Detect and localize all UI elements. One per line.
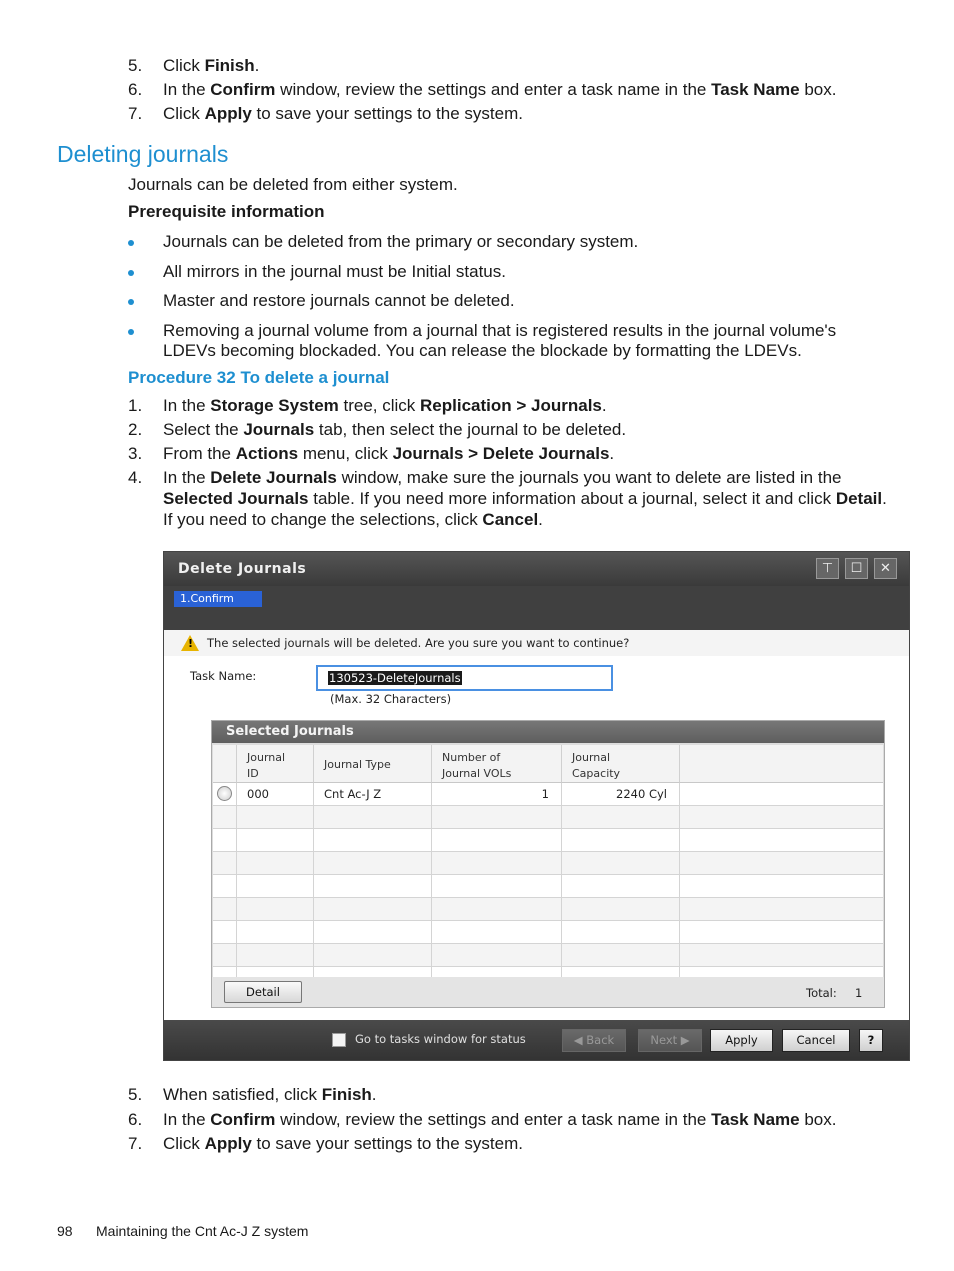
- table-cell-empty: [314, 875, 432, 898]
- table-cell-empty: [562, 806, 680, 829]
- table-cell-empty: [562, 921, 680, 944]
- step-text: When satisfied, click: [163, 1085, 322, 1104]
- table-cell-empty: [562, 944, 680, 967]
- table-cell-empty: [237, 852, 314, 875]
- cell-journal-vols: 1: [432, 783, 562, 806]
- bullet-text: All mirrors in the journal must be Initial status.: [163, 262, 506, 281]
- help-button[interactable]: ?: [859, 1029, 883, 1052]
- table-cell-empty: [432, 852, 562, 875]
- table-cell-empty: [680, 806, 883, 829]
- step-text: tree, click: [338, 396, 421, 415]
- step-text: window, review the settings and enter a task name in the: [275, 80, 712, 99]
- column-header-journal-id[interactable]: Journal ID: [237, 745, 314, 783]
- task-name-value[interactable]: 130523-DeleteJournals: [329, 671, 461, 685]
- step-number: 3.: [128, 444, 143, 463]
- step-bold: Cancel: [482, 510, 539, 529]
- step-number: 7.: [128, 1134, 143, 1153]
- step-bold: Apply: [204, 104, 252, 123]
- table-cell-empty: [432, 806, 562, 829]
- task-name-input[interactable]: [316, 665, 613, 691]
- table-row-empty: [213, 852, 883, 875]
- step-text: In the: [163, 396, 211, 415]
- step-text: menu, click: [298, 444, 393, 463]
- table-cell-empty: [314, 829, 432, 852]
- page-number: 98: [57, 1223, 73, 1239]
- step-text: window, review the settings and enter a task name in the: [275, 1110, 712, 1129]
- step-text: Click: [163, 104, 205, 123]
- step-bold: Journals: [243, 420, 315, 439]
- table-row-empty: [213, 944, 883, 967]
- step-number: 4.: [128, 468, 143, 487]
- step-bold: Finish: [321, 1085, 372, 1104]
- next-button[interactable]: Next ▶: [638, 1029, 702, 1052]
- cell-journal-capacity: 2240 Cyl: [562, 783, 680, 806]
- total-value: 1: [855, 986, 863, 1000]
- step-bold: Delete Journals: [210, 468, 337, 487]
- step-text: to save your settings to the system.: [251, 104, 523, 123]
- table-cell-empty: [562, 852, 680, 875]
- step-bold: Selected Journals: [163, 489, 309, 508]
- delete-journals-dialog: [163, 551, 910, 1061]
- step-bold: Confirm: [210, 1110, 276, 1129]
- table-cell-empty: [680, 898, 883, 921]
- step-bold: Finish: [204, 56, 255, 75]
- warning-icon: !: [181, 635, 199, 651]
- step-text: Click: [163, 1134, 205, 1153]
- task-name-label: Task Name:: [190, 669, 257, 683]
- step-number: 6.: [128, 1110, 143, 1129]
- bullet-text: LDEVs becoming blockaded. You can release the blockade by formatting the LDEVs.: [163, 341, 802, 360]
- table-cell-empty: [213, 875, 237, 898]
- table-cell-empty: [237, 875, 314, 898]
- cancel-button[interactable]: Cancel: [782, 1029, 850, 1052]
- step-text: In the: [163, 468, 211, 487]
- column-header-journal-capacity[interactable]: Journal Capacity: [562, 745, 680, 783]
- table-cell-empty: [213, 852, 237, 875]
- back-button[interactable]: ◀ Back: [562, 1029, 626, 1052]
- table-cell-empty: [562, 875, 680, 898]
- table-cell-empty: [680, 829, 883, 852]
- step-number: 6.: [128, 80, 143, 99]
- step-text: .: [609, 444, 615, 463]
- step-bold: Journals > Delete Journals: [392, 444, 610, 463]
- table-row[interactable]: [213, 783, 883, 806]
- step-text: Click: [163, 56, 205, 75]
- table-title: Selected Journals: [226, 724, 354, 739]
- column-header-journal-type[interactable]: Journal Type: [314, 745, 432, 783]
- warning-text: The selected journals will be deleted. Are you sure you want to continue?: [207, 636, 630, 650]
- bullet-text: Removing a journal volume from a journal that is registered results in the journal volume's: [163, 321, 837, 340]
- dialog-title: Delete Journals: [178, 561, 307, 577]
- column-header-select: [213, 745, 237, 783]
- table-cell-empty: [213, 898, 237, 921]
- table-cell-empty: [680, 875, 883, 898]
- pin-icon[interactable]: ⊤: [816, 558, 839, 579]
- selected-journals-table: [211, 720, 885, 1008]
- table-cell-empty: [562, 898, 680, 921]
- close-icon[interactable]: ✕: [874, 558, 897, 579]
- table-cell-empty: [432, 898, 562, 921]
- step-text: .: [601, 396, 607, 415]
- table-cell-empty: [314, 898, 432, 921]
- bullet-icon: [128, 299, 134, 305]
- table-cell-empty: [314, 921, 432, 944]
- column-header-journal-vols[interactable]: Number of Journal VOLs: [432, 745, 562, 783]
- step-number: 5.: [128, 1085, 143, 1104]
- table-cell-empty: [213, 944, 237, 967]
- step-text: .: [538, 510, 543, 529]
- table-row-empty: [213, 875, 883, 898]
- table-cell-empty: [237, 806, 314, 829]
- step-number: 7.: [128, 104, 143, 123]
- bullet-text: Journals can be deleted from the primary or secondary system.: [163, 232, 639, 251]
- dialog-footer: [164, 1020, 909, 1060]
- step-text: If you need to change the selections, click: [163, 510, 483, 529]
- step-confirm: 1.Confirm: [174, 591, 262, 607]
- warning-bar: [164, 630, 909, 657]
- step-text: From the: [163, 444, 236, 463]
- bullet-text: Master and restore journals cannot be deleted.: [163, 291, 515, 310]
- table-footer: [212, 977, 884, 1007]
- table-cell-empty: [432, 829, 562, 852]
- step-number: 2.: [128, 420, 143, 439]
- dialog-titlebar: [164, 552, 909, 586]
- table-cell-empty: [680, 944, 883, 967]
- table-cell-empty: [314, 806, 432, 829]
- step-text: box.: [799, 1110, 837, 1129]
- procedure-title: Procedure 32 To delete a journal: [128, 368, 390, 387]
- step-text: .: [371, 1085, 377, 1104]
- step-text: In the: [163, 1110, 211, 1129]
- table-row-empty: [213, 829, 883, 852]
- table-cell-empty: [680, 921, 883, 944]
- table-row-empty: [213, 806, 883, 829]
- step-text: window, make sure the journals you want to delete are listed in the: [336, 468, 842, 487]
- step-text: Select the: [163, 420, 244, 439]
- step-number: 1.: [128, 396, 143, 415]
- step-text: box.: [799, 80, 837, 99]
- table-cell-empty: [213, 921, 237, 944]
- step-text: .: [254, 56, 260, 75]
- goto-tasks-label: Go to tasks window for status: [355, 1032, 526, 1046]
- step-bold: Replication > Journals: [420, 396, 602, 415]
- maximize-icon[interactable]: ☐: [845, 558, 868, 579]
- step-text: .: [882, 489, 887, 508]
- step-bold: Storage System: [210, 396, 339, 415]
- table-row-empty: [213, 898, 883, 921]
- task-name-hint: (Max. 32 Characters): [330, 692, 452, 706]
- wizard-stepbar: [164, 586, 909, 630]
- goto-tasks-checkbox[interactable]: [332, 1033, 346, 1047]
- total-label: Total:: [806, 986, 837, 1000]
- table-cell-empty: [432, 944, 562, 967]
- prereq-title: Prerequisite information: [128, 202, 325, 221]
- table-titlebar: [212, 721, 884, 743]
- step-bold: Actions: [235, 444, 299, 463]
- table-cell-empty: [432, 875, 562, 898]
- detail-button[interactable]: Detail: [224, 981, 302, 1003]
- bullet-icon: [128, 270, 134, 276]
- step-text: to save your settings to the system.: [251, 1134, 523, 1153]
- table-cell-empty: [237, 898, 314, 921]
- footer-text: Maintaining the Cnt Ac-J Z system: [96, 1223, 309, 1239]
- table-cell-empty: [237, 829, 314, 852]
- column-header-filler: [680, 745, 883, 783]
- step-text: In the: [163, 80, 211, 99]
- section-title: Deleting journals: [57, 141, 229, 167]
- step-text: tab, then select the journal to be deleted.: [314, 420, 627, 439]
- step-bold: Task Name: [711, 1110, 800, 1129]
- bullet-icon: [128, 240, 134, 246]
- step-bold: Apply: [204, 1134, 252, 1153]
- cell-journal-id: 000: [237, 783, 314, 806]
- table-cell-empty: [213, 829, 237, 852]
- step-bold: Detail: [835, 489, 883, 508]
- table-cell-empty: [562, 829, 680, 852]
- table-cell-empty: [432, 921, 562, 944]
- intro-text: Journals can be deleted from either system.: [128, 175, 458, 194]
- table-row-empty: [213, 921, 883, 944]
- apply-button[interactable]: Apply: [710, 1029, 773, 1052]
- table-cell-empty: [314, 852, 432, 875]
- cell-journal-type: Cnt Ac-J Z: [314, 783, 432, 806]
- step-number: 5.: [128, 56, 143, 75]
- table-cell-empty: [213, 806, 237, 829]
- step-bold: Task Name: [711, 80, 800, 99]
- step-bold: Confirm: [210, 80, 276, 99]
- step-text: table. If you need more information about a journal, select it and click: [308, 489, 836, 508]
- row-radio-button[interactable]: [217, 786, 232, 801]
- table-cell-empty: [314, 944, 432, 967]
- table-cell-empty: [680, 852, 883, 875]
- bullet-icon: [128, 329, 134, 335]
- table-cell-empty: [237, 921, 314, 944]
- table-cell-empty: [237, 944, 314, 967]
